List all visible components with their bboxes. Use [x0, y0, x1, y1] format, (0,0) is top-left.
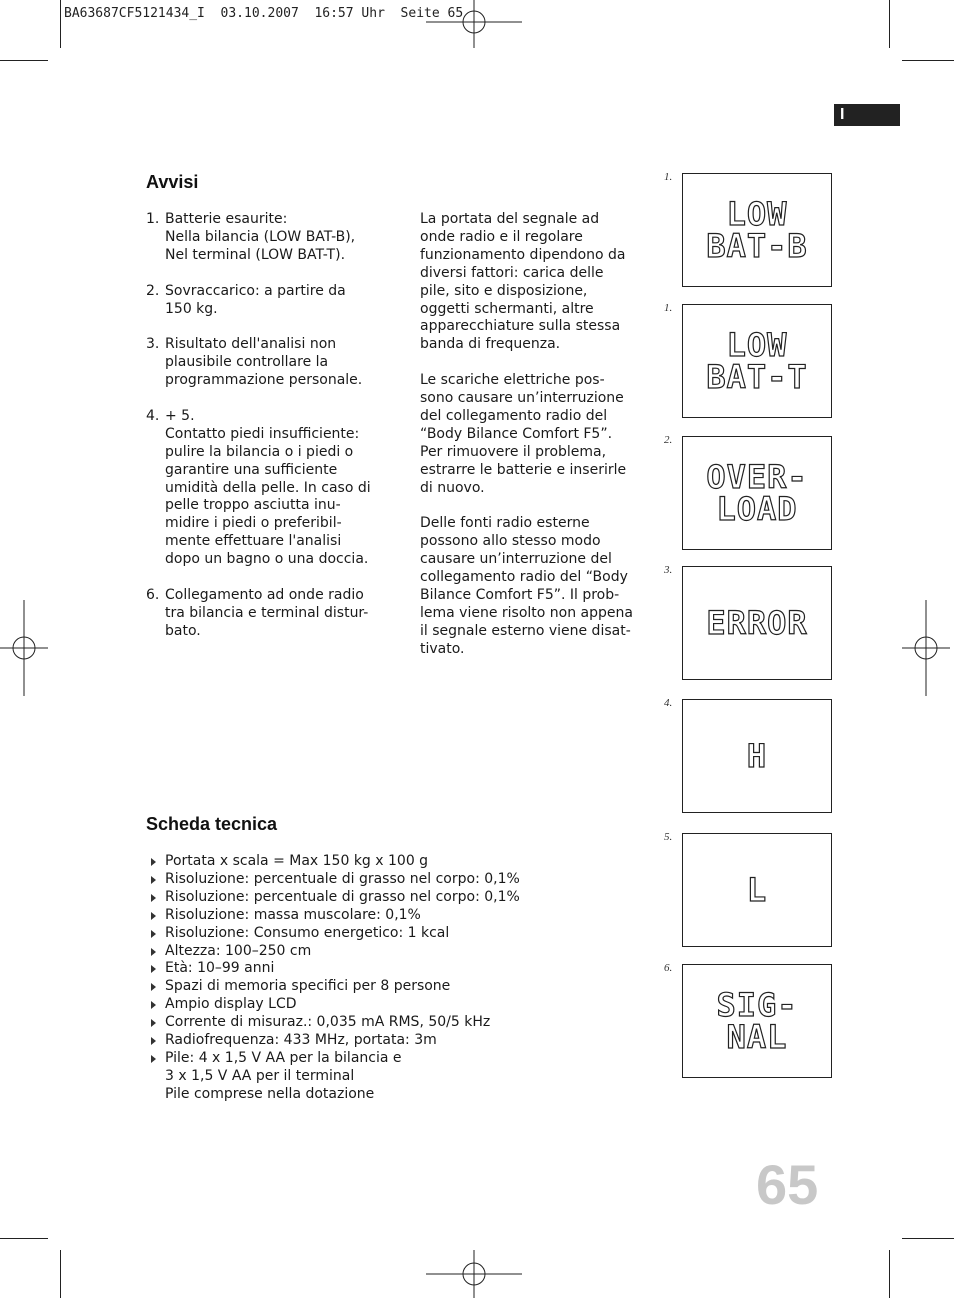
list-line: + 5.: [165, 407, 195, 424]
paragraph-line: diversi fattori: carica delle: [420, 264, 604, 281]
print-header: BA63687CF5121434_I 03.10.2007 16:57 Uhr Seite 65: [64, 6, 464, 21]
list-line: midire i piedi o preferibil-: [165, 515, 342, 532]
spec-item: [146, 943, 566, 961]
spec-item: [146, 871, 566, 889]
list-line: tra bilancia e terminal distur-: [165, 604, 369, 621]
spec-bullets: [146, 853, 566, 1104]
spec-item: [146, 925, 566, 943]
lcd-display-box: [682, 566, 832, 680]
spec-line: Radiofrequenza: 433 MHz, portata: 3m: [165, 1032, 437, 1049]
spec-line: Risoluzione: percentuale di grasso nel corpo: 0,1%: [165, 888, 520, 905]
crop-mark: [0, 1238, 48, 1239]
paragraph-line: il segnale esterno viene disat-: [420, 622, 631, 639]
spec-item: [146, 996, 566, 1014]
list-number: 3.: [146, 336, 160, 353]
spec-item: [146, 978, 566, 996]
registration-mark-right: [902, 600, 950, 696]
list-line: pulire la bilancia o i piedi o: [165, 443, 354, 460]
triangle-bullet-icon: [151, 1055, 156, 1063]
paragraph-line: collegamento radio del “Body: [420, 569, 628, 586]
paragraph-line: lema viene risolto non appena: [420, 604, 633, 621]
paragraph-line: La portata del segnale ad: [420, 211, 600, 227]
paragraph-line: oggetti schermanti, altre: [420, 300, 594, 317]
paragraph-line: possono allo stesso modo: [420, 533, 601, 550]
triangle-bullet-icon: [151, 1001, 156, 1009]
triangle-bullet-icon: [151, 965, 156, 973]
section-title-avvisi: Avvisi: [146, 172, 199, 192]
crop-mark: [60, 1250, 61, 1298]
list-line: bato.: [165, 622, 201, 639]
display-label: 1.: [664, 171, 673, 183]
paragraph: [420, 211, 650, 354]
spec-line: Corrente di misuraz.: 0,035 mA RMS, 50/5 kHz: [165, 1014, 491, 1031]
display-label: 5.: [664, 831, 673, 843]
list-item: [146, 408, 396, 569]
paragraph-line: di nuovo.: [420, 479, 485, 496]
lcd-text: SIG- NAL: [716, 986, 798, 1056]
triangle-bullet-icon: [151, 858, 156, 866]
lcd-display-box: [682, 964, 832, 1078]
list-line: Batterie esaurite:: [165, 211, 288, 227]
lcd-display-box: [682, 436, 832, 550]
lcd-text: H: [746, 737, 768, 775]
spec-line: Età: 10–99 anni: [165, 960, 275, 977]
spec-line: Pile comprese nella dotazione: [165, 1085, 375, 1102]
spec-line: Risoluzione: Consumo energetico: 1 kcal: [165, 924, 450, 941]
paragraph-line: pile, sito e disposizione,: [420, 282, 588, 299]
lcd-text: LOW BAT-B: [706, 195, 808, 265]
display-label: 6.: [664, 962, 673, 974]
registration-mark-top: [426, 0, 522, 48]
list-line: 150 kg.: [165, 300, 218, 317]
lcd-display-box: [682, 833, 832, 947]
list-line: mente effettuare l'analisi: [165, 533, 342, 550]
paragraph-line: apparecchiature sulla stessa: [420, 318, 621, 335]
spec-line: Ampio display LCD: [165, 996, 297, 1013]
crop-mark: [889, 0, 890, 48]
paragraph-line: sono causare un’interruzione: [420, 390, 624, 407]
list-line: plausibile controllare la: [165, 354, 329, 371]
warnings-ordered-list: [146, 211, 396, 641]
triangle-bullet-icon: [151, 912, 156, 920]
list-line: Nel terminal (LOW BAT-T).: [165, 246, 346, 263]
triangle-bullet-icon: [151, 1037, 156, 1045]
list-line: pelle troppo asciutta inu-: [165, 497, 341, 514]
spec-item: [146, 1032, 566, 1050]
triangle-bullet-icon: [151, 930, 156, 938]
triangle-bullet-icon: [151, 894, 156, 902]
list-item: [146, 587, 396, 641]
paragraph-line: “Body Bilance Comfort F5”.: [420, 425, 613, 442]
spec-item: [146, 889, 566, 907]
paragraph-line: funzionamento dipendono da: [420, 246, 626, 263]
list-item: [146, 211, 396, 265]
section-title-scheda: Scheda tecnica: [146, 814, 278, 834]
spec-line: Altezza: 100–250 cm: [165, 942, 312, 959]
crop-mark: [0, 60, 48, 61]
list-line: Contatto piedi insufficiente:: [165, 425, 360, 442]
spec-item: [146, 853, 566, 871]
triangle-bullet-icon: [151, 876, 156, 884]
lcd-display-box: [682, 699, 832, 813]
list-line: Risultato dell'analisi non: [165, 336, 337, 353]
display-label: 4.: [664, 697, 673, 709]
paragraph-line: tivato.: [420, 640, 465, 657]
list-line: umidità della pelle. In caso di: [165, 479, 371, 496]
display-label: 1.: [664, 302, 673, 314]
paragraph-line: estrarre le batterie e inserirle: [420, 461, 627, 478]
list-line: Sovraccarico: a partire da: [165, 282, 346, 299]
list-item: [146, 336, 396, 390]
registration-mark-left: [0, 600, 48, 696]
lcd-text: L: [746, 871, 768, 909]
spec-item: [146, 907, 566, 925]
spec-item: [146, 1050, 566, 1104]
warnings-list: [146, 211, 396, 659]
triangle-bullet-icon: [151, 1019, 156, 1027]
paragraph-line: banda di frequenza.: [420, 336, 561, 353]
display-label: 2.: [664, 434, 673, 446]
paragraph-line: Delle fonti radio esterne: [420, 515, 590, 532]
list-line: dopo un bagno o una doccia.: [165, 551, 369, 568]
list-number: 2.: [146, 282, 160, 299]
crop-mark: [902, 60, 954, 61]
list-number: 6.: [146, 586, 160, 603]
list-line: garantire una sufficiente: [165, 461, 338, 478]
radio-notes: [420, 211, 650, 677]
lcd-display-box: [682, 304, 832, 418]
spec-line: Spazi di memoria specifici per 8 persone: [165, 978, 451, 995]
spec-line: 3 x 1,5 V AA per il terminal: [165, 1067, 355, 1084]
paragraph-line: onde radio e il regolare: [420, 228, 583, 245]
spec-line: Risoluzione: percentuale di grasso nel corpo: 0,1%: [165, 870, 520, 887]
list-number: 4.: [146, 407, 160, 424]
paragraph-line: del collegamento radio del: [420, 407, 608, 424]
list-number: 1.: [146, 211, 160, 227]
paragraph-line: Bilance Comfort F5”. Il prob-: [420, 587, 620, 603]
registration-mark-bottom: [426, 1250, 522, 1298]
crop-mark: [902, 1238, 954, 1239]
spec-item: [146, 1014, 566, 1032]
paragraph-line: Le scariche elettriche pos-: [420, 372, 605, 389]
triangle-bullet-icon: [151, 948, 156, 956]
paragraph: [420, 372, 650, 497]
lcd-text: LOW BAT-T: [706, 326, 808, 396]
spec-item: [146, 960, 566, 978]
list-item: [146, 283, 396, 319]
paragraph: [420, 515, 650, 658]
lcd-text: ERROR: [706, 604, 808, 642]
list-line: programmazione personale.: [165, 372, 363, 389]
list-line: Collegamento ad onde radio: [165, 586, 364, 603]
crop-mark: [889, 1250, 890, 1298]
spec-list: [146, 853, 566, 1104]
lcd-display-box: [682, 173, 832, 287]
language-tab: I: [834, 104, 900, 126]
spec-line: Risoluzione: massa muscolare: 0,1%: [165, 906, 421, 923]
list-line: Nella bilancia (LOW BAT-B),: [165, 228, 356, 245]
triangle-bullet-icon: [151, 983, 156, 991]
crop-mark: [60, 0, 61, 48]
paragraph-line: Per rimuovere il problema,: [420, 443, 607, 460]
paragraph-line: causare un’interruzione del: [420, 551, 612, 568]
spec-line: Pile: 4 x 1,5 V AA per la bilancia e: [165, 1049, 402, 1066]
display-label: 3.: [664, 564, 673, 576]
lcd-text: OVER- LOAD: [706, 458, 808, 528]
spec-line: Portata x scala = Max 150 kg x 100 g: [165, 853, 429, 869]
page-number: 65: [756, 1153, 819, 1216]
